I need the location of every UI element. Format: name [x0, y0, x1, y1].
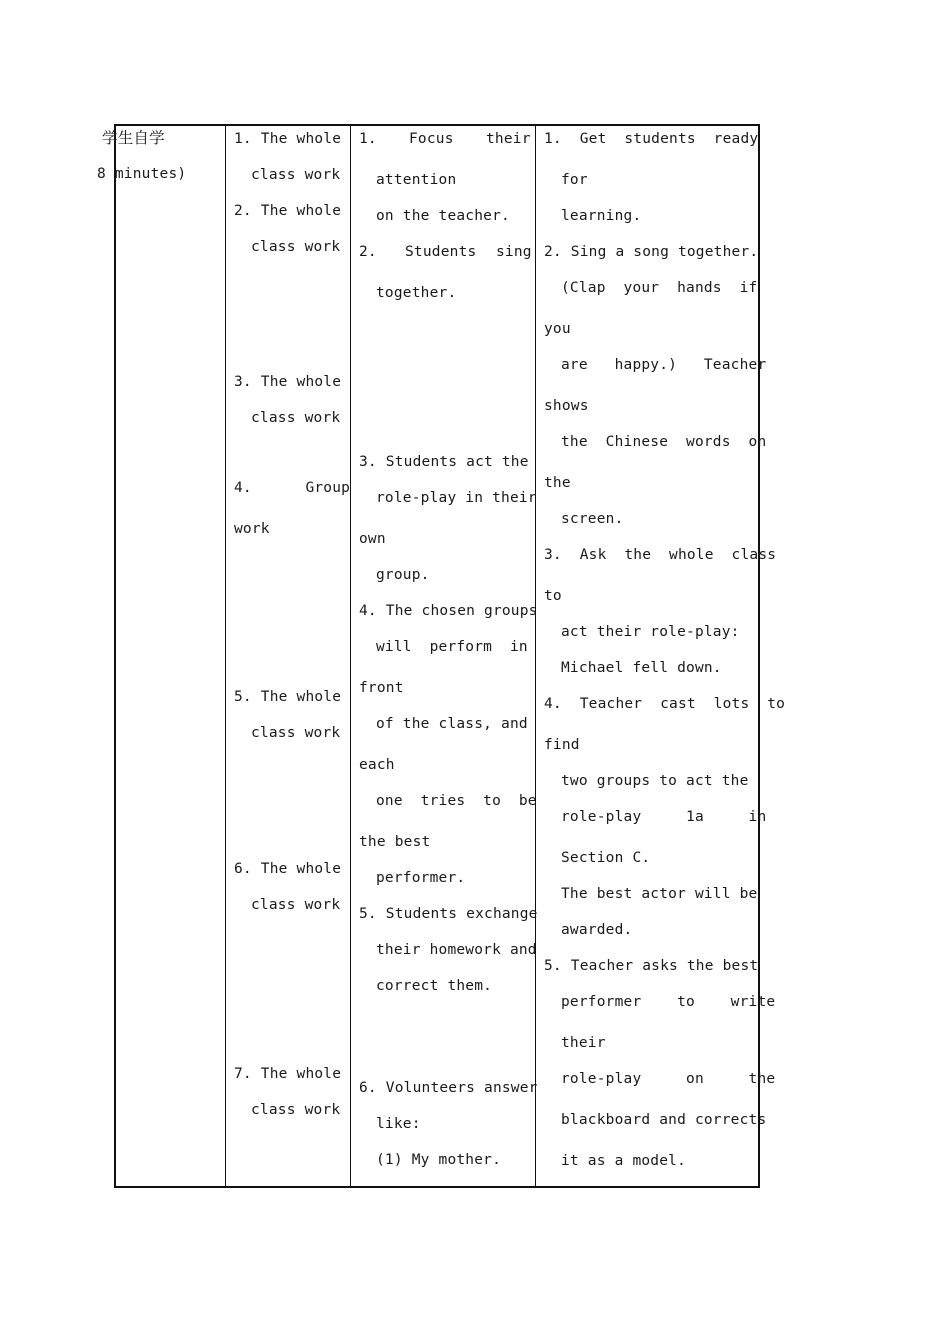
- student-item-2-num: 2.: [359, 244, 377, 260]
- teacher-item-4: 4. Teacher cast lots to: [544, 696, 786, 712]
- teacher-item-2-cont: the: [544, 475, 571, 491]
- teacher-item-2-cont: (Clap your hands if: [561, 280, 758, 296]
- student-item-4-cont: one tries to be: [376, 793, 537, 809]
- student-item-6-cont: like:: [376, 1116, 421, 1132]
- teacher-item-4-cont: awarded.: [561, 922, 633, 938]
- student-item-1-word: their: [486, 131, 531, 147]
- teacher-item-4-cont: two groups to act the: [561, 773, 749, 789]
- teacher-item-5: 5. Teacher asks the best: [544, 958, 759, 974]
- teacher-item-5-cont: it as a model.: [561, 1153, 687, 1169]
- org-item-2-cont: class work: [251, 239, 341, 255]
- student-item-2-word: sing: [496, 244, 532, 260]
- column-divider: [535, 124, 536, 1188]
- student-item-5-cont: correct them.: [376, 978, 493, 994]
- column-divider: [225, 124, 226, 1188]
- teacher-item-2-cont: shows: [544, 398, 589, 414]
- teacher-item-5-cont: blackboard and corrects: [561, 1112, 767, 1128]
- org-item-1-cont: class work: [251, 167, 341, 183]
- student-item-4-cont: the best: [359, 834, 431, 850]
- teacher-item-3: 3. Ask the whole class: [544, 547, 777, 563]
- teacher-item-3-cont: act their role-play:: [561, 624, 740, 640]
- teacher-item-2: 2. Sing a song together.: [544, 244, 759, 260]
- teacher-item-4-cont: Section C.: [561, 850, 651, 866]
- teacher-item-5-cont: performer to write: [561, 994, 776, 1010]
- student-item-4-cont: performer.: [376, 870, 466, 886]
- org-item-5: 5. The whole: [234, 689, 342, 705]
- teacher-item-3-cont: to: [544, 588, 562, 604]
- teacher-item-2-cont: screen.: [561, 511, 624, 527]
- student-item-3-cont: role-play in their: [376, 490, 537, 506]
- teacher-item-5-cont: role-play on the: [561, 1071, 776, 1087]
- student-item-5-cont: their homework and: [376, 942, 537, 958]
- teacher-item-1-cont: for: [561, 172, 588, 188]
- student-item-4-cont: front: [359, 680, 404, 696]
- student-item-2-cont: together.: [376, 285, 457, 301]
- student-item-1-word: Focus: [409, 131, 454, 147]
- org-item-3: 3. The whole: [234, 374, 342, 390]
- stage-duration: 8 minutes): [97, 166, 187, 182]
- teacher-item-4-cont: The best actor will be: [561, 886, 758, 902]
- org-item-3-cont: class work: [251, 410, 341, 426]
- teacher-item-3-cont: Michael fell down.: [561, 660, 722, 676]
- student-item-6: 6. Volunteers answer: [359, 1080, 538, 1096]
- org-item-4: 4. Group: [234, 480, 351, 496]
- org-item-7: 7. The whole: [234, 1066, 342, 1082]
- teacher-item-2-cont: you: [544, 321, 571, 337]
- student-item-3: 3. Students act the: [359, 454, 529, 470]
- teacher-item-1-cont: learning.: [561, 208, 642, 224]
- student-item-4: 4. The chosen groups: [359, 603, 538, 619]
- teacher-item-4-cont: role-play 1a in: [561, 809, 767, 825]
- teacher-item-5-cont: their: [561, 1035, 606, 1051]
- student-item-1-cont: on the teacher.: [376, 208, 510, 224]
- teacher-item-2-cont: are happy.) Teacher: [561, 357, 767, 373]
- teacher-item-2-cont: the Chinese words on: [561, 434, 767, 450]
- student-item-4-cont: of the class, and: [376, 716, 528, 732]
- org-item-4-cont: work: [234, 521, 270, 537]
- org-item-7-cont: class work: [251, 1102, 341, 1118]
- student-item-4-cont: will perform in: [376, 639, 528, 655]
- student-item-6-cont: (1) My mother.: [376, 1152, 502, 1168]
- student-item-1-num: 1.: [359, 131, 377, 147]
- student-item-1-cont: attention: [376, 172, 457, 188]
- teacher-item-4-cont: find: [544, 737, 580, 753]
- org-item-5-cont: class work: [251, 725, 341, 741]
- student-item-3-cont: own: [359, 531, 386, 547]
- org-item-6: 6. The whole: [234, 861, 342, 877]
- teacher-item-1: 1. Get students ready: [544, 131, 759, 147]
- student-item-3-cont: group.: [376, 567, 430, 583]
- column-divider: [350, 124, 351, 1188]
- stage-title: 学生自学: [102, 129, 165, 147]
- student-item-4-cont: each: [359, 757, 395, 773]
- student-item-2-word: Students: [405, 244, 477, 260]
- student-item-5: 5. Students exchange: [359, 906, 538, 922]
- org-item-6-cont: class work: [251, 897, 341, 913]
- org-item-1: 1. The whole: [234, 131, 342, 147]
- org-item-2: 2. The whole: [234, 203, 342, 219]
